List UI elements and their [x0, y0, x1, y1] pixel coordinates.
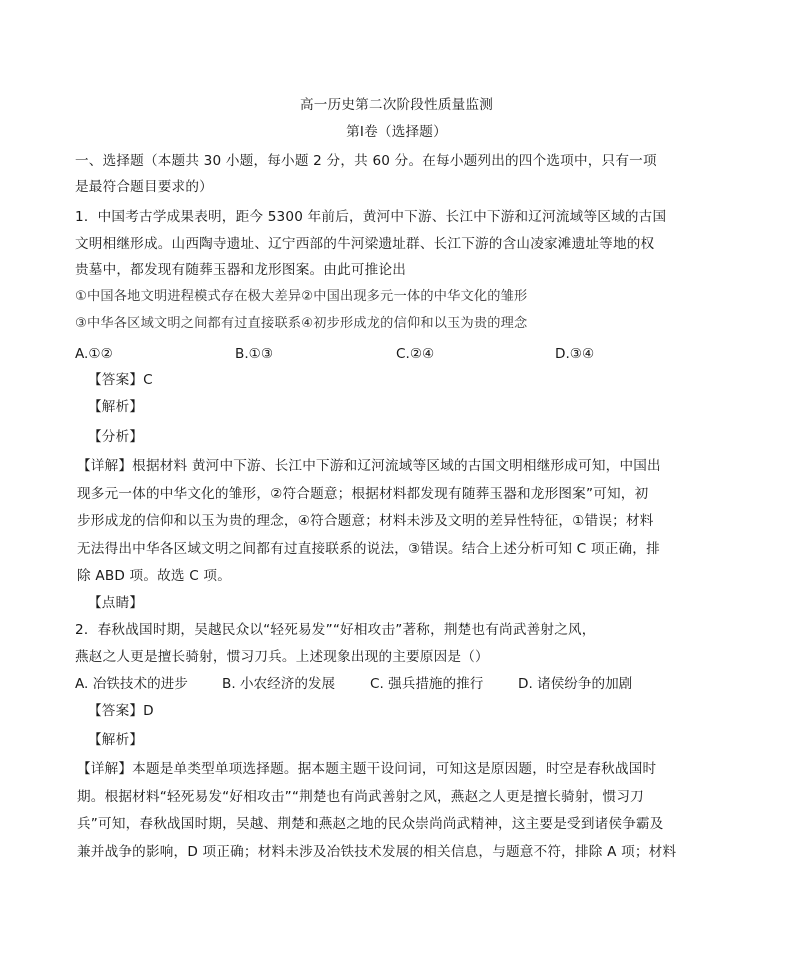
q1-detail-line-3: 步形成龙的信仰和以玉为贵的理念，④符合题意；材料未涉及文明的差异性特征，①错误；材料 — [77, 513, 654, 529]
section-instruction-line-1: 一、选择题（本题共 30 小题，每小题 2 分，共 60 分。在每小题列出的四个选项中，只有一项 — [75, 153, 657, 169]
q2-stem-line-2: 燕赵之人更是擅长骑射，惯习刀兵。上述现象出现的主要原因是（） — [75, 649, 489, 665]
q1-stem-line-2: 文明相继形成。山西陶寺遗址、辽宁西部的牛河梁遗址群、长江下游的含山凌家滩遗址等地的权 — [75, 236, 655, 252]
q1-detail-line-5: 除 ABD 项。故选 C 项。 — [77, 568, 232, 584]
q1-stem-line-1: 1．中国考古学成果表明，距今 5300 年前后，黄河中下游、长江中下游和辽河流域等区域的古国 — [75, 209, 667, 225]
q1-option-c: C.②④ — [396, 346, 435, 362]
q2-detail-line-1: 【详解】本题是单类型单项选择题。据本题主题干设问词，可知这是原因题，时空是春秋战国时 — [77, 761, 657, 777]
q1-option-b: B.①③ — [235, 346, 274, 362]
q1-item-line-1: ①中国各地文明进程模式存在极大差异②中国出现多元一体的中华文化的雏形 — [75, 289, 528, 304]
q1-answer: 【答案】C — [88, 372, 153, 388]
q2-detail-line-3: 兵”可知，春秋战国时期，吴越、荆楚和燕赵之地的民众崇尚尚武精神，这主要是受到诸侯争霸及 — [77, 816, 664, 832]
q2-option-d: D. 诸侯纷争的加剧 — [518, 676, 633, 692]
q1-detail-line-2: 现多元一体的中华文化的雏形，②符合题意；根据材料都发现有随葬玉器和龙形图案”可知，初 — [77, 486, 649, 502]
q1-option-d: D.③④ — [555, 346, 595, 362]
q2-option-b: B. 小农经济的发展 — [222, 676, 336, 692]
section-instruction-line-2: 是最符合题目要求的） — [75, 179, 213, 195]
q1-dianjing-label: 【点睛】 — [88, 595, 144, 611]
q1-analysis-label: 【解析】 — [88, 399, 144, 415]
q1-detail-line-1: 【详解】根据材料 黄河中下游、长江中下游和辽河流域等区域的古国文明相继形成可知，中国出 — [77, 458, 661, 474]
q2-answer: 【答案】D — [88, 703, 154, 719]
q2-detail-line-2: 期。根据材料“轻死易发“好相攻击”“荆楚也有尚武善射之风，燕赵之人更是擅长骑射，惯习刀 — [77, 789, 644, 805]
page-subtitle: 第Ⅰ卷（选择题） — [346, 124, 447, 140]
q2-option-a: A. 冶铁技术的进步 — [75, 676, 188, 692]
q1-item-line-2: ③中华各区域文明之间都有过直接联系④初步形成龙的信仰和以玉为贵的理念 — [75, 316, 528, 331]
q2-option-c: C. 强兵措施的推行 — [370, 676, 484, 692]
q1-detail-line-4: 无法得出中华各区域文明之间都有过直接联系的说法，③错误。结合上述分析可知 C 项正确，排 — [77, 541, 660, 557]
q2-stem-line-1: 2．春秋战国时期，吴越民众以“轻死易发”“好相攻击”著称，荆楚也有尚武善射之风， — [75, 622, 596, 638]
q2-analysis-label: 【解析】 — [88, 732, 144, 748]
page-title: 高一历史第二次阶段性质量监测 — [299, 97, 494, 113]
q1-option-a: A.①② — [75, 346, 113, 362]
q2-detail-line-4: 兼并战争的影响，D 项正确；材料未涉及冶铁技术发展的相关信息，与题意不符，排除 A 项；材料 — [77, 844, 677, 860]
q1-stem-line-3: 贵墓中，都发现有随葬玉器和龙形图案。由此可推论出 — [75, 262, 407, 278]
q1-fenxi-label: 【分析】 — [88, 429, 144, 445]
